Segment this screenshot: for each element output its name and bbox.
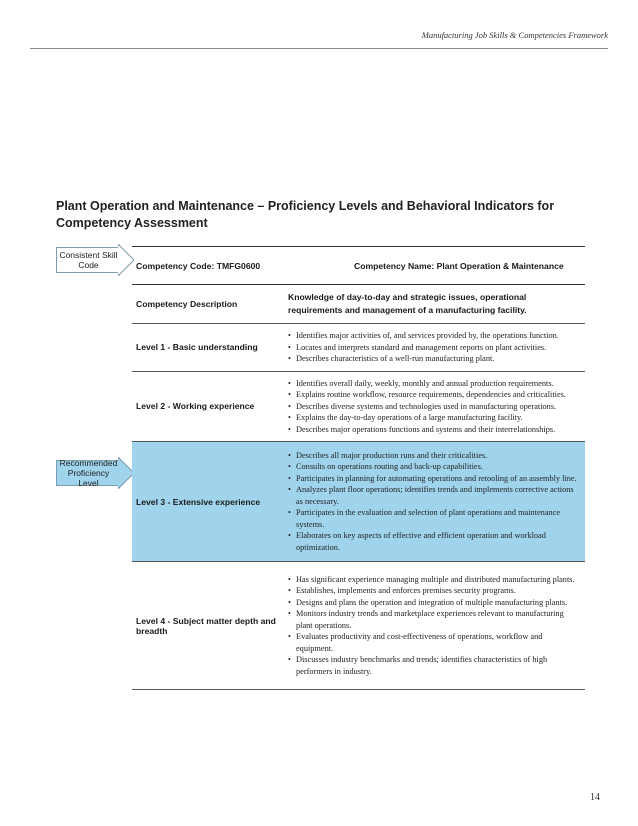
page-number: 14 <box>590 792 600 803</box>
indicator-item: • Consults on operations routing and back-up capabilities. <box>288 461 579 473</box>
indicator-item: • Designs and plans the operation and integration of multiple manufacturing plants. <box>288 597 579 609</box>
description-text: Knowledge of day-to-day and strategic issues, operational requirements and management of a manufacturing facility. <box>288 292 527 315</box>
indicator-item: • Locates and interprets standard and management reports on plant activities. <box>288 342 579 354</box>
indicator-list <box>288 450 579 554</box>
page-title: Plant Operation and Maintenance – Proficiency Levels and Behavioral Indicators for Competency Assessment <box>56 199 555 230</box>
level-row <box>132 562 585 690</box>
indicator-list <box>288 378 579 436</box>
skill-code-tag-label: Consistent Skill Code <box>56 247 120 273</box>
skill-code-tag <box>56 247 132 275</box>
level-label: Level 2 - Working experience <box>136 401 255 412</box>
indicator-item: • Describes major operations functions and systems and their interrelationships. <box>288 424 579 436</box>
proficiency-tag-label: Recommended Proficiency Level <box>56 460 120 486</box>
indicator-list <box>288 574 579 678</box>
indicator-item: • Participates in the evaluation and selection of plant operations and maintenance systems. <box>288 507 579 530</box>
competency-name: Competency Name: Plant Operation & Maintenance <box>354 260 564 271</box>
indicator-item: • Explains the day-to-day operations of a large manufacturing facility. <box>288 412 579 424</box>
level-label: Level 4 - Subject matter depth and breadth <box>136 615 276 636</box>
level-row-highlighted <box>132 442 585 562</box>
table-header-row <box>132 247 585 285</box>
indicator-item: • Analyzes plant floor operations; identifies trends and implements corrective actions as necessary. <box>288 484 579 507</box>
competency-code: Competency Code: TMFG0600 <box>136 260 261 271</box>
level-label: Level 1 - Basic understanding <box>136 342 258 353</box>
indicator-item: • Evaluates productivity and cost-effectiveness of operations, workflow and equipment. <box>288 631 579 654</box>
indicator-item: • Identifies major activities of, and services provided by, the operations function. <box>288 330 579 342</box>
indicator-item: • Describes all major production runs and their criticalities. <box>288 450 579 462</box>
indicator-item: • Has significant experience managing multiple and distributed manufacturing plants. <box>288 574 579 586</box>
indicator-item: • Explains routine workflow, resource requirements, dependencies and criticalities. <box>288 389 579 401</box>
level-row <box>132 324 585 372</box>
competency-table <box>132 246 585 690</box>
description-row <box>132 285 585 324</box>
indicator-item: • Monitors industry trends and marketplace experiences relevant to manufacturing plant operations. <box>288 608 579 631</box>
indicator-item: • Identifies overall daily, weekly, monthly and annual production requirements. <box>288 378 579 390</box>
level-row <box>132 371 585 442</box>
indicator-item: • Elaborates on key aspects of effective and efficient operation and workload optimization. <box>288 530 579 553</box>
indicator-item: • Describes diverse systems and technologies used in manufacturing operations. <box>288 401 579 413</box>
proficiency-level-tag <box>56 460 132 488</box>
level-label: Level 3 - Extensive experience <box>136 496 261 507</box>
running-header: Manufacturing Job Skills & Competencies Framework <box>421 30 608 40</box>
description-label: Competency Description <box>136 299 238 309</box>
indicator-list <box>288 330 579 365</box>
header-rule <box>30 48 608 49</box>
indicator-item: • Describes characteristics of a well-run manufacturing plant. <box>288 353 579 365</box>
indicator-item: • Discusses industry benchmarks and trends; identifies characteristics of high performers in industry. <box>288 654 579 677</box>
indicator-item: • Establishes, implements and enforces premises security programs. <box>288 585 579 597</box>
indicator-item: • Participates in planning for automating operations and retooling of an assembly line. <box>288 473 579 485</box>
